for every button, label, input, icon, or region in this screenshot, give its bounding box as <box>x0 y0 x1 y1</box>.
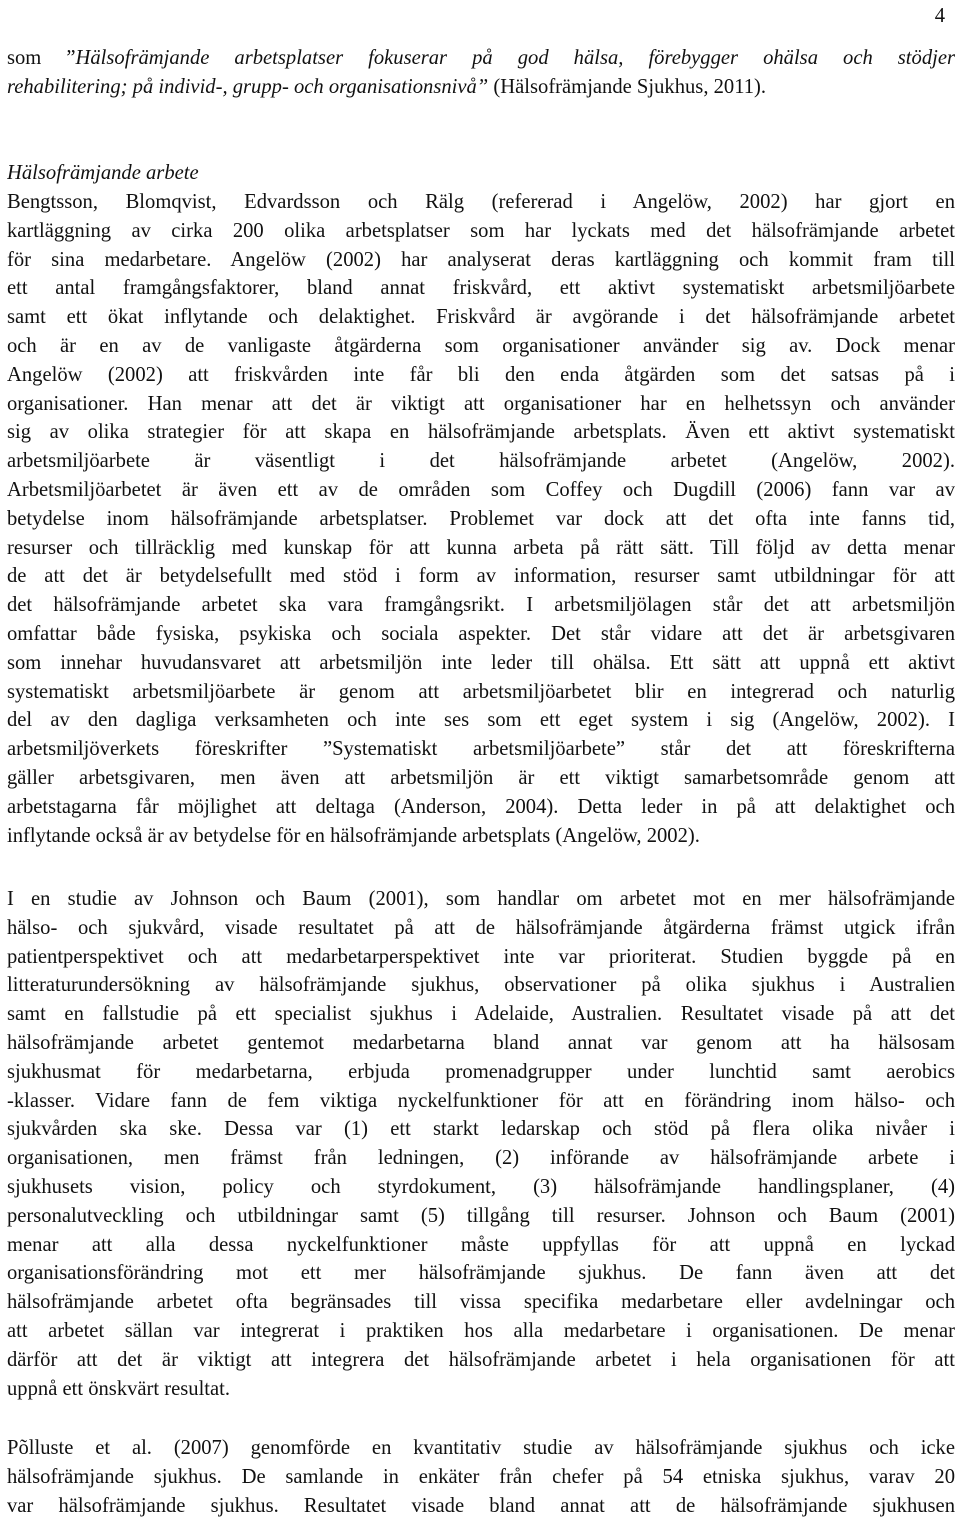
text-line: patientperspektivet och att medarbetarperspektivet inte var prioriterat. Studien byggde på en <box>7 945 955 968</box>
intro-quote <box>7 44 955 102</box>
text-line: I en studie av Johnson och Baum (2001), som handlar om arbetet mot en mer hälsofrämjande <box>7 888 955 910</box>
text-line: var hälsofrämjande sjukhus. Resultatet visade bland annat att de hälsofrämjande sjukhusen <box>7 1494 955 1517</box>
text-line: och är en av de vanligaste åtgärderna som organisationer använder sig av. Dock menar <box>7 334 955 357</box>
text-line: samt en fallstudie på ett specialist sjukhus i Adelaide, Australien. Resultatet visade på att det <box>7 1003 955 1026</box>
text-line: sjukhusets vision, policy och styrdokument, (3) hälsofrämjande handlingsplaner, (4) <box>7 1175 955 1198</box>
text-line: Angelöw (2002) att friskvården inte får bli den enda åtgärden som det satsas på i <box>7 363 955 386</box>
paragraph-3 <box>7 1434 955 1520</box>
text-line: Bengtsson, Blomqvist, Edvardsson och Rälg (refererad i Angelöw, 2002) har gjort en <box>7 191 955 213</box>
text-line: kartläggning av cirka 200 olika arbetsplatser som har lyckats med det hälsofrämjande arbetet <box>7 219 955 242</box>
text-line: hälsofrämjande arbetet gentemot medarbetarna bland annat var genom att ha hälsosam <box>7 1031 955 1054</box>
text-line: sjukhusmat för medarbetarna, erbjuda promenadgrupper under lunchtid samt aerobics <box>7 1060 955 1083</box>
text-line: hälsofrämjande sjukhus. De samlande in enkäter från chefer på 54 etniska sjukhus, varav 20 <box>7 1465 955 1488</box>
text-line: hälso- och sjukvård, visade resultatet på att de hälsofrämjande åtgärderna främst utgick ifrån <box>7 916 955 939</box>
text-line: omfattar både fysiska, psykiska och sociala aspekter. Det står vidare att det är arbetsgivaren <box>7 622 955 645</box>
text-line: organisationen, men främst från ledningen, (2) införande av hälsofrämjande arbete i <box>7 1147 955 1170</box>
text-line: menar att alla dessa nyckelfunktioner måste uppfyllas för att uppnå en lyckad <box>7 1233 955 1256</box>
text-line: organisationsförändring mot ett mer hälsofrämjande sjukhus. De fann även att det <box>7 1262 955 1285</box>
text-line: därför att det är viktigt att integrera det hälsofrämjande arbetet i hela organisationen för att <box>7 1348 955 1371</box>
intro-line-1: som ”Hälsofrämjande arbetsplatser fokuserar på god hälsa, förebygger ohälsa och stödjer <box>7 47 955 69</box>
text-line: samt ett ökat inflytande och delaktighet. Friskvård är avgörande i det hälsofrämjande arbetet <box>7 306 955 329</box>
text-line: sig av olika strategier för att skapa en hälsofrämjande arbetsplats. Även ett aktivt systematiskt <box>7 421 955 444</box>
paragraph-2 <box>7 885 955 1403</box>
text-line: Arbetsmiljöarbetet är även ett av de områden som Coffey och Dugdill (2006) fann var av <box>7 478 955 501</box>
text-line: arbetstagarna får möjlighet att deltaga (Anderson, 2004). Detta leder in på att delaktighet och <box>7 795 955 818</box>
text-line: arbetsmiljöverkets föreskrifter ”Systematiskt arbetsmiljöarbete” står det att föreskrifterna <box>7 738 955 761</box>
paragraph-1 <box>7 188 955 850</box>
text-line: systematiskt arbetsmiljöarbete är genom att arbetsmiljöarbetet blir en integrerad och naturlig <box>7 680 955 703</box>
text-line: del av den dagliga verksamheten och inte ses som ett eget system i sig (Angelöw, 2002). I <box>7 709 955 732</box>
text-line: organisationer. Han menar att det är viktigt att organisationer har en helhetssyn och använder <box>7 392 955 415</box>
text-line: Põlluste et al. (2007) genomförde en kvantitativ studie av hälsofrämjande sjukhus och icke <box>7 1437 955 1459</box>
text-line: det hälsofrämjande arbetet ska vara framgångsrikt. I arbetsmiljölagen står det att arbetsmiljön <box>7 594 955 617</box>
text-line: uppnå ett önskvärt resultat. <box>7 1377 231 1400</box>
text-line: som innehar huvudansvaret att arbetsmiljön inte leder till ohälsa. Ett sätt att uppnå ett aktivt <box>7 651 955 674</box>
text-line: de att det är betydelsefullt med stöd i form av information, resurser samt utbildningar för att <box>7 565 955 588</box>
text-line: att arbetet sällan var integrerat i praktiken hos alla medarbetare i organisationen. De menar <box>7 1319 955 1342</box>
text-line: -klasser. Vidare fann de fem viktiga nyckelfunktioner för att en förändring inom hälso- och <box>7 1089 955 1112</box>
intro-line-2: rehabilitering; på individ-, grupp- och organisationsnivå” (Hälsofrämjande Sjukhus, 2011). <box>7 75 767 98</box>
text-line: för sina medarbetare. Angelöw (2002) har analyserat deras kartläggning och kommit fram till <box>7 248 955 271</box>
section-heading: Hälsofrämjande arbete <box>7 162 199 184</box>
text-line: personalutveckling och utbildningar samt (5) tillgång till resurser. Johnson och Baum (2001) <box>7 1204 955 1227</box>
text-line: resurser och tillräcklig med kunskap för att kunna arbeta på rätt sätt. Till följd av detta menar <box>7 536 955 559</box>
text-line: gäller arbetsgivaren, men även att arbetsmiljön är ett viktigt samarbetsområde genom att <box>7 766 955 789</box>
text-line: hälsofrämjande arbetet ofta begränsades till vissa specifika medarbetare eller avdelningar och <box>7 1291 955 1314</box>
text-line: inflytande också är av betydelse för en hälsofrämjande arbetsplats (Angelöw, 2002). <box>7 824 700 847</box>
text-line: sjukvården ska ske. Dessa var (1) ett starkt ledarskap och stöd på flera olika nivåer i <box>7 1118 955 1141</box>
page-number: 4 <box>934 5 945 27</box>
text-line: betydelse inom hälsofrämjande arbetsplatser. Problemet var dock att det ofta inte fanns tid, <box>7 507 955 530</box>
text-line: ett antal framgångsfaktorer, bland annat friskvård, ett aktivt systematiskt arbetsmiljöarbete <box>7 277 955 300</box>
text-line: litteraturundersökning av hälsofrämjande sjukhus, observationer på olika sjukhus i Australien <box>7 974 955 997</box>
text-line: arbetsmiljöarbete är väsentligt i det hälsofrämjande arbetet (Angelöw, 2002). <box>7 450 955 473</box>
